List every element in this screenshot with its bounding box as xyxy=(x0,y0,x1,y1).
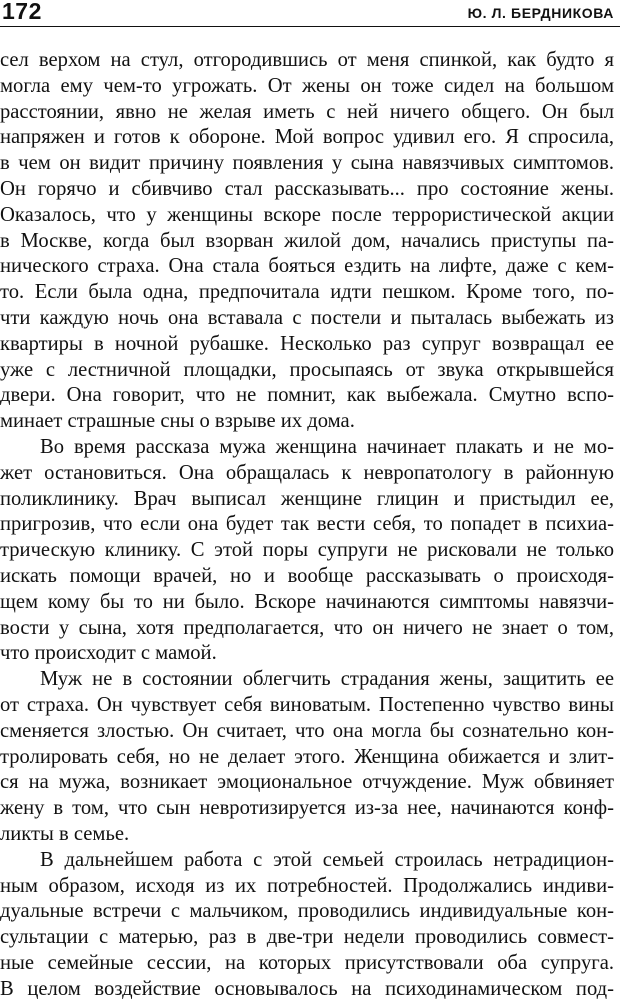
text-line: Муж не в состоянии облегчить страдания жены, защитить ее xyxy=(40,668,614,691)
text-line: уже с лестничной площадки, просыпаясь от звука открывшейся xyxy=(0,358,614,381)
text-line: ся на мужа, возникает эмоциональное отчуждение. Муж обвиняет xyxy=(0,771,614,794)
text-line: в чем он видит причину появления у сына навязчивых симптомов. xyxy=(0,152,614,175)
text-line: квартиры в ночной рубашке. Несколько раз супруг возвращал ее xyxy=(0,332,614,355)
text-line: сультации с матерью, раз в две-три недели проводились совмест- xyxy=(0,926,614,949)
text-line: сменяется злостью. Он считает, что она могла бы сознательно кон- xyxy=(0,719,614,742)
text-line: дуальные встречи с мальчиком, проводились индивидуальные кон- xyxy=(0,900,614,923)
text-line: в Москве, когда был взорван жилой дом, начались приступы па- xyxy=(0,229,614,252)
text-line: сел верхом на стул, отгородившись от меня спинкой, как будто я xyxy=(0,49,614,71)
text-line: В дальнейшем работа с этой семьей строилась нетрадицион- xyxy=(40,848,614,871)
text-line: Во время рассказа мужа женщина начинает плакать и не мо- xyxy=(40,435,614,458)
text-line: жену в том, что сын невротизируется из-за нее, начинаются конф- xyxy=(0,797,614,820)
page-number: 172 xyxy=(2,0,42,24)
text-line: двери. Она говорит, что не помнит, как выбежала. Смутно вспо- xyxy=(0,384,614,407)
header-rule xyxy=(0,26,620,27)
text-line: напряжен и готов к обороне. Мой вопрос удивил его. Я спросила, xyxy=(0,126,614,149)
text-line: расстоянии, явно не желая иметь с ней ничего общего. Он был xyxy=(0,100,614,123)
paragraph xyxy=(0,435,614,667)
paragraph xyxy=(0,48,614,435)
page-header xyxy=(0,0,620,26)
body-text xyxy=(0,48,614,1002)
running-head-author: Ю. Л. БЕРДНИКОВА xyxy=(467,5,614,21)
text-line: что происходит с мамой. xyxy=(0,642,217,665)
paragraph xyxy=(0,667,614,848)
text-line: поликлинику. Врач выписал женщине глицин и пристыдил ее, xyxy=(0,487,614,510)
text-line: В целом воздействие основывалось на психодинамическом под- xyxy=(0,977,614,1000)
text-line: от страха. Он чувствует себя виноватым. Постепенно чувство вины xyxy=(0,693,614,716)
text-line: ликты в семье. xyxy=(0,822,130,845)
text-line: ным образом, исходя из их потребностей. Продолжались индиви- xyxy=(0,874,614,897)
text-line: Он горячо и сбивчиво стал рассказывать... про состояние жены. xyxy=(0,177,614,200)
text-line: вости у сына, хотя предполагается, что он ничего не знает о том, xyxy=(0,616,614,639)
text-line: нического страха. Она стала бояться ездить на лифте, даже с кем- xyxy=(0,255,614,278)
text-line: пригрозив, что если она будет так вести себя, то попадет в психиа- xyxy=(0,513,614,536)
text-line: щем кому бы то ни было. Вскоре начинаются симптомы навязчи- xyxy=(0,590,614,613)
text-line: могла ему чем-то угрожать. От жены он тоже сидел на большом xyxy=(0,74,614,97)
text-line: чти каждую ночь она вставала с постели и пыталась выбежать из xyxy=(0,306,614,329)
text-line: искать помощи врачей, но и вообще рассказывать о происходя- xyxy=(0,564,614,587)
paragraph xyxy=(0,848,614,1002)
text-line: жет остановиться. Она обращалась к невропатологу в районную xyxy=(0,461,614,484)
text-line: Оказалось, что у женщины вскоре после террористической акции xyxy=(0,203,614,226)
text-line: трическую клинику. С этой поры супруги не рисковали не только xyxy=(0,539,614,562)
text-line: минает страшные сны о взрыве их дома. xyxy=(0,410,355,433)
text-line: тролировать себя, но не делает этого. Женщина обижается и злит- xyxy=(0,745,614,768)
text-line: то. Если была одна, предпочитала идти пешком. Кроме того, по- xyxy=(0,281,614,304)
text-line: ные семейные сессии, на которых присутствовали оба супруга. xyxy=(0,951,614,974)
